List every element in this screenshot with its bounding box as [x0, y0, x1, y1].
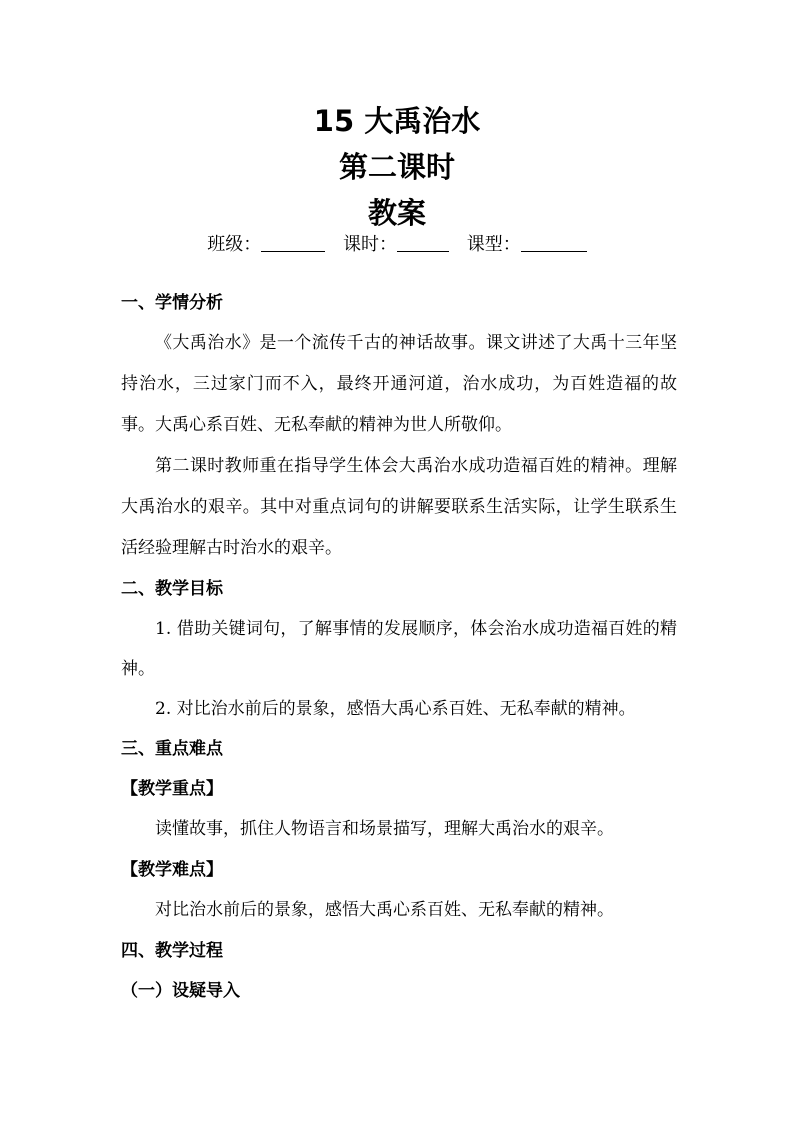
document-body	[121, 283, 677, 1011]
difficult-point-text: 对比治水前后的景象，感悟大禹心系百姓、无私奉献的精神。	[155, 900, 614, 920]
class-label: 班级：	[207, 234, 262, 255]
analysis-paragraph-2: 第二课时教师重在指导学生体会大禹治水成功造福百姓的精神。理解大禹治水的艰辛。其中对重点词句的讲解要联系生活实际，让学生联系生活经验理解古时治水的艰辛。	[121, 456, 677, 558]
period-blank	[397, 233, 449, 252]
lesson-plan-title: 教案	[367, 196, 426, 230]
type-field	[467, 230, 587, 260]
objective-item-2: 2. 对比治水前后的景象，感悟大禹心系百姓、无私奉献的精神。	[155, 699, 636, 719]
objective-item-1: 1. 借助关键词句，了解事情的发展顺序，体会治水成功造福百姓的精神。	[121, 619, 677, 679]
lesson-title: 15 大禹治水	[313, 104, 481, 138]
section-heading-process: 四、教学过程	[121, 941, 223, 961]
section-heading-objectives: 二、教学目标	[121, 579, 223, 599]
analysis-paragraph-1: 《大禹治水》是一个流传千古的神话故事。课文讲述了大禹十三年坚持治水，三过家门而不入，最终开通河道，治水成功，为百姓造福的故事。大禹心系百姓、无私奉献的精神为世人所敬仰。	[121, 333, 677, 435]
section-heading-key-points: 三、重点难点	[121, 739, 223, 759]
period-label: 课时：	[343, 234, 397, 255]
difficult-point-label: 【教学难点】	[121, 860, 223, 880]
period-field	[343, 230, 449, 260]
key-point-text: 读懂故事，抓住人物语言和场景描写，理解大禹治水的艰辛。	[155, 819, 614, 839]
type-label: 课型：	[466, 234, 521, 255]
class-blank	[261, 233, 325, 252]
type-blank	[521, 233, 587, 252]
title-block	[0, 98, 794, 236]
process-step-1-heading: （一）设疑导入	[121, 981, 240, 1001]
section-heading-analysis: 一、学情分析	[121, 293, 223, 313]
class-field	[207, 230, 325, 260]
meta-line	[0, 230, 794, 260]
key-point-label: 【教学重点】	[121, 779, 223, 799]
lesson-period-title: 第二课时	[338, 150, 455, 184]
